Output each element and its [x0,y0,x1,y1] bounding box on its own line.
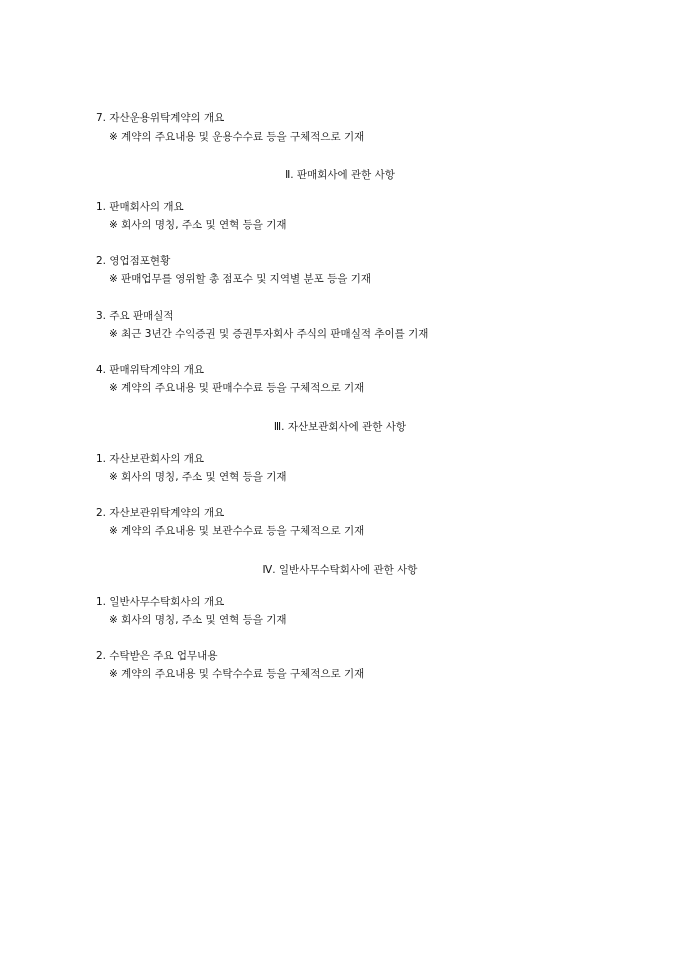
item-note: ※ 최근 3년간 수익증권 및 증권투자회사 주식의 판매실적 추이를 기재 [109,328,429,340]
item-title: 4. 판매위탁계약의 개요 [96,364,204,376]
item-note: ※ 회사의 명칭, 주소 및 연혁 등을 기재 [109,219,287,231]
section-heading-sales-company: Ⅱ. 판매회사에 관한 사항 [285,169,395,181]
item-note: ※ 회사의 명칭, 주소 및 연혁 등을 기재 [109,614,287,626]
item-note: ※ 계약의 주요내용 및 수탁수수료 등을 구체적으로 기재 [109,668,365,680]
item-note: ※ 판매업무를 영위할 총 점포수 및 지역별 분포 등을 기재 [109,273,371,285]
item-note: ※ 회사의 명칭, 주소 및 연혁 등을 기재 [109,471,287,483]
section-heading-custodian: Ⅲ. 자산보관회사에 관한 사항 [273,421,407,433]
section-heading-admin-agent: Ⅳ. 일반사무수탁회사에 관한 사항 [262,564,418,576]
item-title: 3. 주요 판매실적 [96,310,174,322]
item-note: ※ 계약의 주요내용 및 운용수수료 등을 구체적으로 기재 [109,131,365,143]
item-title: 2. 자산보관위탁계약의 개요 [96,507,225,519]
item-note: ※ 계약의 주요내용 및 판매수수료 등을 구체적으로 기재 [109,382,365,394]
item-title: 2. 영업점포현황 [96,255,171,267]
item-title: 1. 판매회사의 개요 [96,201,184,213]
item-note: ※ 계약의 주요내용 및 보관수수료 등을 구체적으로 기재 [109,525,365,537]
item-title: 2. 수탁받은 주요 업무내용 [96,650,218,662]
item-title: 7. 자산운용위탁계약의 개요 [96,112,225,124]
item-title: 1. 일반사무수탁회사의 개요 [96,596,225,608]
item-title: 1. 자산보관회사의 개요 [96,453,204,465]
